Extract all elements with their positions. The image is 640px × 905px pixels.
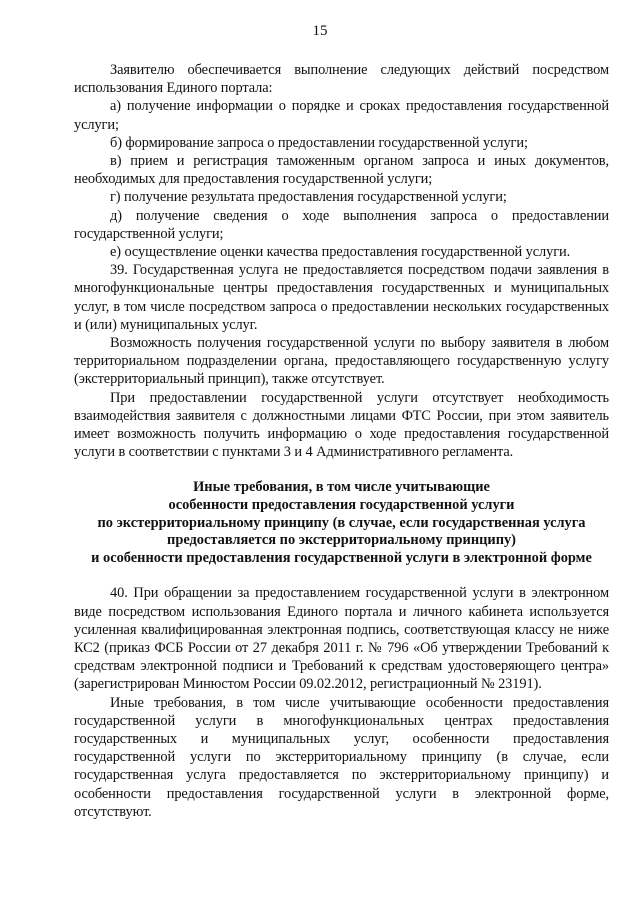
list-item: а) получение информации о порядке и сроках предоставления государственной услуги; bbox=[74, 98, 609, 133]
list-item: б) формирование запроса о предоставлении государственной услуги; bbox=[110, 134, 528, 151]
list-item: в) прием и регистрация таможенным органом запроса и иных документов, необходимых для предоставления государственной услуги; bbox=[74, 153, 609, 188]
page-number: 15 bbox=[312, 23, 328, 39]
paragraph: 39. Государственная услуга не предоставляется посредством подачи заявления в многофункциональные центры предоставления государственных и муниципальных услуг, в том числе посредством запроса о предоставлении нескольких государственных и (или) муниципальных услуг. bbox=[74, 262, 609, 333]
heading-line: Иные требования, в том числе учитывающие bbox=[193, 479, 490, 496]
heading-line: по экстерриториальному принципу (в случае, если государственная услуга bbox=[97, 514, 586, 531]
paragraph: Возможность получения государственной услуги по выбору заявителя в любом территориальном подразделении органа, предоставляющего государственную услугу (экстерриториальный принцип), также отсутствует. bbox=[74, 335, 609, 388]
list-item: е) осуществление оценки качества предоставления государственной услуги. bbox=[110, 244, 571, 261]
list-item: г) получение результата предоставления государственной услуги; bbox=[110, 189, 507, 206]
heading-line: предоставляется по экстерриториальному принципу) bbox=[167, 532, 516, 549]
paragraph: При предоставлении государственной услуги отсутствует необходимость взаимодействия заявителя с должностными лицами ФТС России, при этом заявитель имеет возможность получить информацию о ходе предоставления государственной услуги в соответствии с пунктами 3 и 4 Административного регламента. bbox=[74, 389, 609, 461]
document-body bbox=[74, 61, 609, 821]
list-item: д) получение сведения о ходе выполнения запроса о предоставлении государственной услуги; bbox=[74, 207, 609, 242]
paragraph: Иные требования, в том числе учитывающие особенности предоставления государственной услуги в многофункциональных центрах предоставления государственных и муниципальных услуг, особенности предоставления государственной услуги по экстерриториальному принципу (в случае, если государственная услуга предоставляется по экстерриториальному принципу) и особенности предоставления государственной услуги в электронной форме, отсутствуют. bbox=[74, 694, 609, 820]
paragraph: 40. При обращении за предоставлением государственной услуги в электронном виде посредством использования Единого портала и личного кабинета используется усиленная квалифицированная электронная подпись, соответствующая классу не ниже КС2 (приказ ФСБ России от 27 декабря 2011 г. № 796 «Об утверждении Требований к средствам электронной подписи и Требований к средствам удостоверяющего центра» (зарегистрирован Минюстом России 09.02.2012, регистрационный № 23191). bbox=[74, 585, 609, 693]
heading-line: особенности предоставления государственной услуги bbox=[168, 497, 515, 514]
heading-line: и особенности предоставления государственной услуги в электронной форме bbox=[91, 549, 592, 566]
paragraph: Заявителю обеспечивается выполнение следующих действий посредством использования Единого портала: bbox=[74, 62, 609, 97]
section-heading bbox=[74, 479, 609, 567]
